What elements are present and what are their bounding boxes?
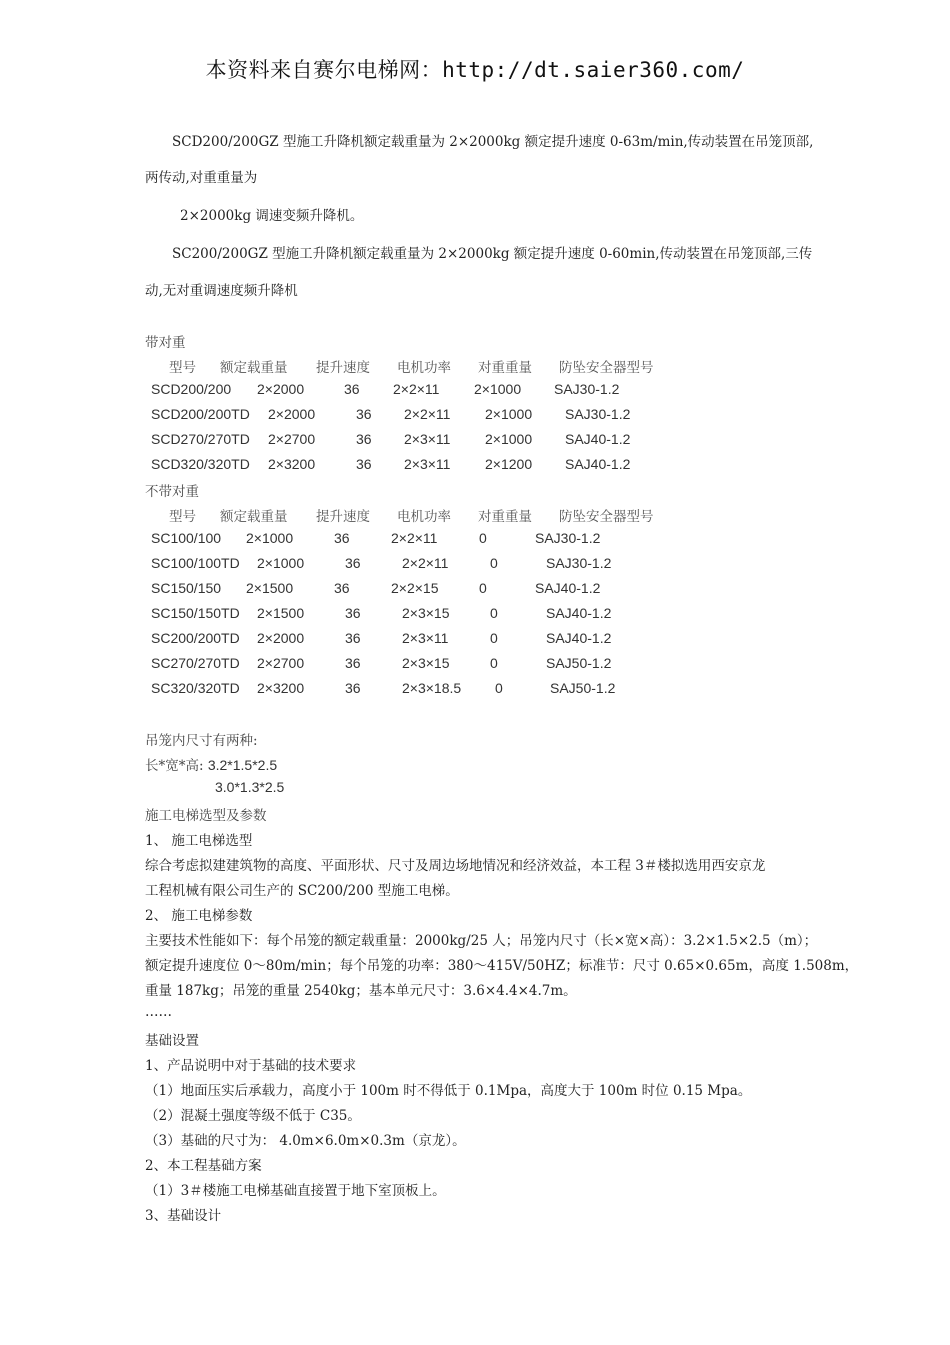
cell-load: 2×1000 bbox=[257, 555, 305, 571]
body-line: （1）3＃楼施工电梯基础直接置于地下室顶板上。 bbox=[145, 1183, 446, 1199]
cell-speed: 36 bbox=[344, 381, 360, 397]
cell-counterweight: 0 bbox=[490, 605, 498, 621]
section-title-foundation: 基础设置 bbox=[145, 1033, 199, 1049]
cell-safety-device: SAJ50-1.2 bbox=[550, 680, 616, 696]
cell-safety-device: SAJ30-1.2 bbox=[565, 406, 631, 422]
col-header-counterweight: 对重重量 bbox=[478, 360, 532, 376]
body-line: 综合考虑拟建建筑物的高度、平面形状、尺寸及周边场地情况和经济效益，本工程 3＃楼拟选用西安京龙 bbox=[145, 858, 766, 874]
cell-model: SCD320/320TD bbox=[151, 456, 250, 472]
cell-model: SCD200/200TD bbox=[151, 406, 250, 422]
cell-load: 2×3200 bbox=[257, 680, 305, 696]
cell-counterweight: 0 bbox=[479, 530, 487, 546]
cell-load: 2×1500 bbox=[257, 605, 305, 621]
cell-speed: 36 bbox=[345, 555, 361, 571]
cell-power: 2×2×15 bbox=[391, 580, 439, 596]
body-line: 重量 187kg；吊笼的重量 2540kg；基本单元尺寸：3.6×4.4×4.7m。 bbox=[145, 983, 577, 999]
cell-power: 2×2×11 bbox=[404, 406, 451, 422]
cell-speed: 36 bbox=[356, 431, 372, 447]
cell-power: 2×3×18.5 bbox=[402, 680, 462, 696]
col-header-safety-device: 防坠安全器型号 bbox=[559, 509, 654, 525]
cell-counterweight: 0 bbox=[490, 630, 498, 646]
cell-counterweight: 2×1000 bbox=[485, 431, 533, 447]
intro-p1-line1: SCD200/200GZ 型施工升降机额定载重量为 2×2000kg 额定提升速度 0-63m/min,传动装置在吊笼顶部, bbox=[172, 134, 814, 150]
body-line: 工程机械有限公司生产的 SC200/200 型施工电梯。 bbox=[145, 883, 459, 899]
source-header: 本资料来自赛尔电梯网：http://dt.saier360.com/ bbox=[205, 58, 745, 82]
cell-model: SC270/270TD bbox=[151, 655, 240, 671]
cell-model: SC100/100 bbox=[151, 530, 222, 546]
col-header-safety-device: 防坠安全器型号 bbox=[559, 360, 654, 376]
section-title-elevator-selection: 施工电梯选型及参数 bbox=[145, 808, 267, 824]
intro-p2-line2: 动,无对重调速度频升降机 bbox=[145, 283, 298, 299]
col-header-load: 额定载重量 bbox=[220, 360, 288, 376]
cell-speed: 36 bbox=[334, 530, 350, 546]
cell-power: 2×3×11 bbox=[402, 630, 449, 646]
cell-power: 2×3×15 bbox=[402, 655, 450, 671]
cell-speed: 36 bbox=[345, 680, 361, 696]
cell-model: SCD270/270TD bbox=[151, 431, 250, 447]
cell-safety-device: SAJ40-1.2 bbox=[535, 580, 601, 596]
heading-1: 1、 施工电梯选型 bbox=[145, 833, 253, 849]
cell-counterweight: 2×1000 bbox=[474, 381, 522, 397]
cell-speed: 36 bbox=[345, 655, 361, 671]
col-header-model: 型号 bbox=[169, 509, 196, 525]
cell-model: SC150/150TD bbox=[151, 605, 240, 621]
cell-load: 2×2000 bbox=[257, 630, 305, 646]
cell-speed: 36 bbox=[356, 406, 372, 422]
cage-dims-2: 3.0*1.3*2.5 bbox=[215, 779, 285, 795]
cell-power: 2×3×15 bbox=[402, 605, 450, 621]
cell-load: 2×1000 bbox=[246, 530, 294, 546]
cell-counterweight: 0 bbox=[490, 655, 498, 671]
cage-size-title: 吊笼内尺寸有两种: bbox=[145, 733, 258, 749]
col-header-power: 电机功率 bbox=[397, 360, 451, 376]
cell-counterweight: 0 bbox=[490, 555, 498, 571]
cell-safety-device: SAJ30-1.2 bbox=[546, 555, 612, 571]
cell-speed: 36 bbox=[356, 456, 372, 472]
cell-safety-device: SAJ50-1.2 bbox=[546, 655, 612, 671]
intro-p2-line1: SC200/200GZ 型施工升降机额定载重量为 2×2000kg 额定提升速度 0-60min,传动装置在吊笼顶部,三传 bbox=[172, 246, 813, 262]
intro-p1-line3: 2×2000kg 调速变频升降机。 bbox=[180, 208, 364, 224]
cell-model: SC150/150 bbox=[151, 580, 222, 596]
cell-counterweight: 2×1200 bbox=[485, 456, 533, 472]
cell-safety-device: SAJ40-1.2 bbox=[565, 456, 631, 472]
cell-model: SCD200/200 bbox=[151, 381, 232, 397]
heading-2: 2、 施工电梯参数 bbox=[145, 908, 253, 924]
heading-foundation-1: 1、产品说明中对于基础的技术要求 bbox=[145, 1058, 357, 1074]
cell-power: 2×3×11 bbox=[404, 456, 451, 472]
cell-model: SC200/200TD bbox=[151, 630, 240, 646]
cell-load: 2×1500 bbox=[246, 580, 294, 596]
cell-power: 2×3×11 bbox=[404, 431, 451, 447]
cell-model: SC320/320TD bbox=[151, 680, 240, 696]
cell-speed: 36 bbox=[345, 605, 361, 621]
cell-model: SC100/100TD bbox=[151, 555, 240, 571]
ellipsis: …… bbox=[145, 1004, 172, 1020]
cell-speed: 36 bbox=[334, 580, 350, 596]
cell-safety-device: SAJ40-1.2 bbox=[546, 630, 612, 646]
cell-load: 2×2000 bbox=[257, 381, 305, 397]
cell-power: 2×2×11 bbox=[402, 555, 449, 571]
intro-p1-line2: 两传动,对重重量为 bbox=[145, 170, 258, 186]
cell-safety-device: SAJ40-1.2 bbox=[565, 431, 631, 447]
col-header-speed: 提升速度 bbox=[316, 360, 370, 376]
with-counterweight-label: 带对重 bbox=[145, 335, 186, 351]
col-header-counterweight: 对重重量 bbox=[478, 509, 532, 525]
body-line: （2）混凝土强度等级不低于 C35。 bbox=[145, 1108, 361, 1124]
body-line: （1）地面压实后承载力，高度小于 100m 时不得低于 0.1Mpa，高度大于 100m 时位 0.15 Mpa。 bbox=[145, 1083, 752, 1099]
col-header-model: 型号 bbox=[169, 360, 196, 376]
heading-foundation-3: 3、基础设计 bbox=[145, 1208, 222, 1224]
cage-dims-row-1 bbox=[145, 754, 277, 774]
col-header-load: 额定载重量 bbox=[220, 509, 288, 525]
cell-safety-device: SAJ30-1.2 bbox=[554, 381, 620, 397]
cell-counterweight: 2×1000 bbox=[485, 406, 533, 422]
col-header-speed: 提升速度 bbox=[316, 509, 370, 525]
cell-safety-device: SAJ40-1.2 bbox=[546, 605, 612, 621]
body-line: 主要技术性能如下：每个吊笼的额定载重量：2000kg/25 人；吊笼内尺寸（长×宽×高）：3.2×1.5×2.5（m）； bbox=[145, 933, 818, 949]
cell-load: 2×2700 bbox=[257, 655, 305, 671]
cell-safety-device: SAJ30-1.2 bbox=[535, 530, 601, 546]
cell-power: 2×2×11 bbox=[393, 381, 440, 397]
cell-power: 2×2×11 bbox=[391, 530, 438, 546]
col-header-power: 电机功率 bbox=[397, 509, 451, 525]
heading-foundation-2: 2、本工程基础方案 bbox=[145, 1158, 262, 1174]
cell-counterweight: 0 bbox=[495, 680, 503, 696]
cell-load: 2×3200 bbox=[268, 456, 316, 472]
cell-speed: 36 bbox=[345, 630, 361, 646]
without-counterweight-label: 不带对重 bbox=[145, 484, 199, 500]
cage-dims-1: 3.2*1.5*2.5 bbox=[207, 757, 278, 773]
cell-load: 2×2700 bbox=[268, 431, 316, 447]
cage-dims-label: 长*宽*高: bbox=[145, 758, 208, 774]
cell-counterweight: 0 bbox=[479, 580, 487, 596]
body-line: （3）基础的尺寸为： 4.0m×6.0m×0.3m（京龙）。 bbox=[145, 1133, 466, 1149]
cell-load: 2×2000 bbox=[268, 406, 316, 422]
body-line: 额定提升速度位 0～80m/min；每个吊笼的功率：380～415V/50HZ；标准节：尺寸 0.65×0.65m，高度 1.508m， bbox=[145, 958, 859, 974]
